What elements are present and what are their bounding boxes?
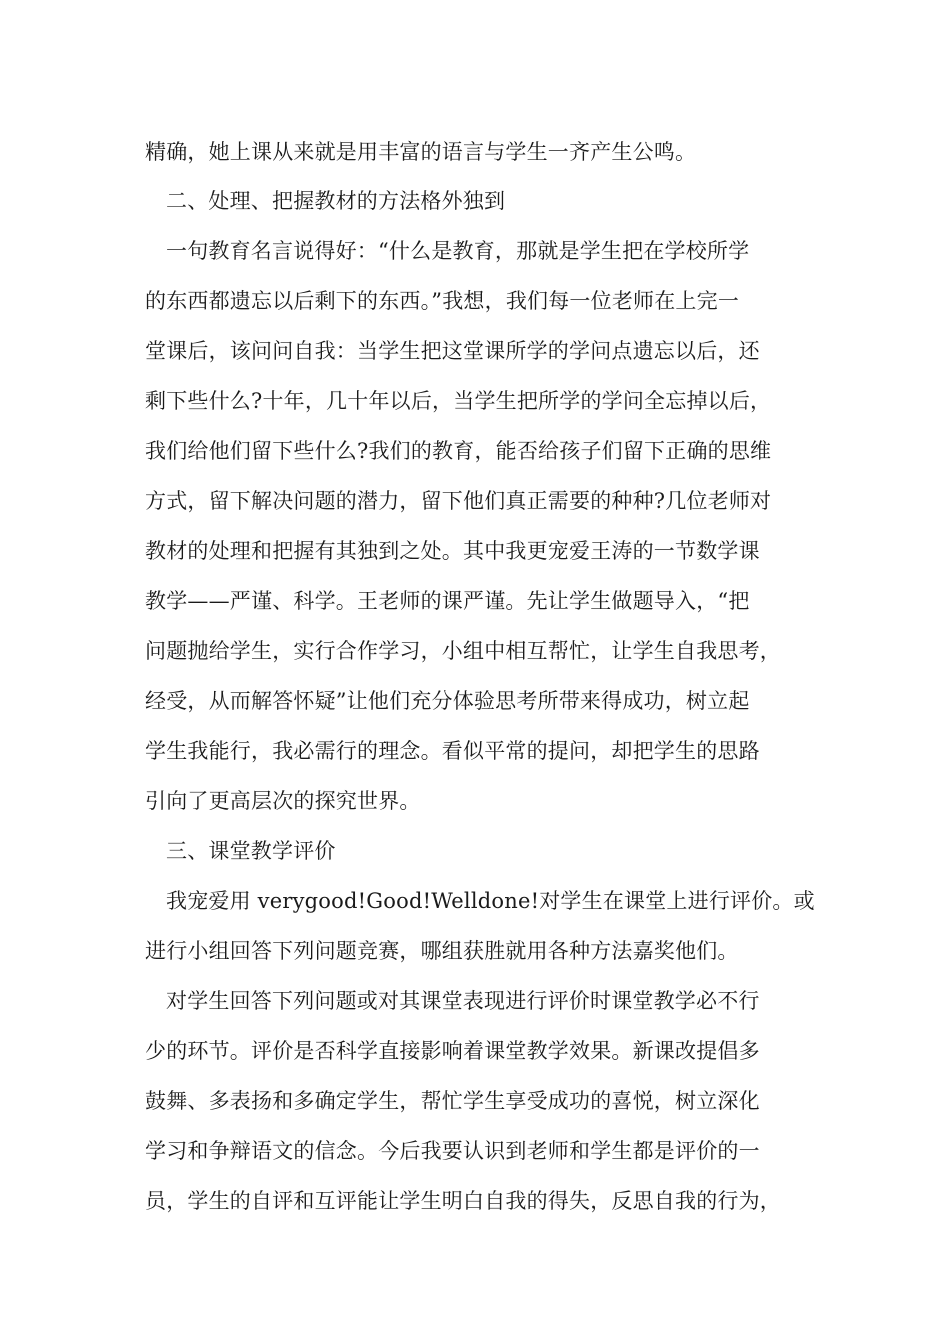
paragraph-line: 进行小组回答下列问题竞赛，哪组获胜就用各种方法嘉奖他们。 [145, 939, 739, 963]
paragraph-line: 员，学生的自评和互评能让学生明白自我的得失，反思自我的行为， [145, 1189, 781, 1213]
paragraph-line: 教学——严谨、科学。王老师的课严谨。先让学生做题导入，“把 [145, 589, 750, 613]
paragraph-line: 方式，留下解决问题的潜力，留下他们真正需要的种种?几位老师对 [145, 489, 772, 513]
paragraph-line: 我宠爱用 verygood!Good!Welldone!对学生在课堂上进行评价。或 [166, 889, 815, 913]
paragraph-line: 对学生回答下列问题或对其课堂表现进行评价时课堂教学必不行 [166, 989, 760, 1013]
paragraph-line: 学习和争辩语文的信念。今后我要认识到老师和学生都是评价的一 [145, 1139, 760, 1163]
paragraph-line: 堂课后，该问问自我：当学生把这堂课所学的学问点遗忘以后，还 [145, 339, 760, 363]
paragraph-line: 少的环节。评价是否科学直接影响着课堂教学效果。新课改提倡多 [145, 1039, 760, 1063]
paragraph-line: 的东西都遗忘以后剩下的东西。”我想，我们每一位老师在上完一 [145, 289, 740, 313]
paragraph-line: 一句教育名言说得好：“什么是教育，那就是学生把在学校所学 [166, 239, 750, 263]
section-heading-3: 三、课堂教学评价 [166, 839, 336, 863]
paragraph-line: 精确，她上课从来就是用丰富的语言与学生一齐产生公鸣。 [145, 140, 697, 164]
section-heading-2: 二、处理、把握教材的方法格外独到 [166, 189, 506, 213]
paragraph-line: 学生我能行，我必需行的理念。看似平常的提问，却把学生的思路 [145, 739, 760, 763]
paragraph-line: 问题抛给学生，实行合作学习，小组中相互帮忙，让学生自我思考， [145, 639, 781, 663]
paragraph-line: 鼓舞、多表扬和多确定学生，帮忙学生享受成功的喜悦，树立深化 [145, 1089, 760, 1113]
paragraph-line: 剩下些什么?十年，几十年以后，当学生把所学的学问全忘掉以后， [145, 389, 772, 413]
paragraph-line: 我们给他们留下些什么?我们的教育，能否给孩子们留下正确的思维 [145, 439, 772, 463]
paragraph-line: 引向了更高层次的探究世界。 [145, 789, 421, 813]
paragraph-line: 经受，从而解答怀疑”让他们充分体验思考所带来得成功，树立起 [145, 689, 750, 713]
paragraph-line: 教材的处理和把握有其独到之处。其中我更宠爱王涛的一节数学课 [145, 539, 760, 563]
